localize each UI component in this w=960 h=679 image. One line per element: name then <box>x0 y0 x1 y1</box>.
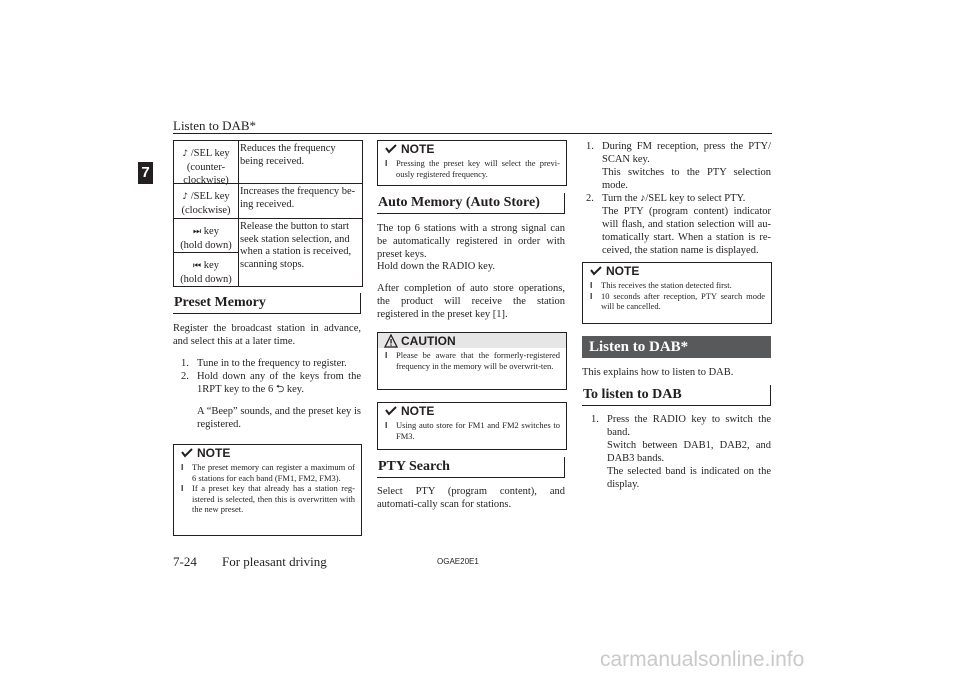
note-heading: NOTE <box>583 263 771 278</box>
section-title-dab: To listen to DAB <box>583 387 682 402</box>
section-rule <box>377 477 565 478</box>
section-rule <box>564 193 565 214</box>
auto-memory-p2: Hold down the RADIO key. <box>377 261 496 272</box>
note-icon <box>180 446 194 460</box>
list-item: l 10 seconds after reception, PTY search mode will be cancelled. <box>590 290 765 311</box>
key-table <box>173 140 363 287</box>
list-item: 1. Tune in to the frequency to register. <box>181 358 347 369</box>
header-title: Listen to DAB* <box>173 118 257 133</box>
section-rule <box>770 385 771 406</box>
list-item: l Using auto store for FM1 and FM2 switches to FM3. <box>385 420 560 441</box>
skip-back-icon: ⏮ <box>193 261 202 271</box>
section-title-pty: PTY Search <box>378 459 450 474</box>
page-number: 7-24 <box>173 554 197 569</box>
list-item: l If a preset key that already has a station reg-istered is selected, then this is overwritten with the new preset. <box>181 483 355 514</box>
auto-store-note-box <box>377 402 567 450</box>
skip-forward-icon: ⏭ <box>193 227 202 237</box>
table-key-cell: ⏮ key (hold down) <box>174 253 239 286</box>
section-title-preset: Preset Memory <box>174 295 266 310</box>
auto-memory-p3: After completion of auto store operations, the product will receive the station registered in the preset key [1]. <box>377 283 565 320</box>
section-title-auto-memory: Auto Memory (Auto Store) <box>378 195 540 210</box>
list-item: l Please be aware that the formerly-registered frequency in the memory will be overwrit-ten. <box>385 350 560 371</box>
note-icon <box>384 142 398 156</box>
list-item: 1. Press the RADIO key to switch the band. Switch between DAB1, DAB2, and DAB3 bands. The selected band is indicated on the display. <box>591 414 771 490</box>
table-desc-cell: Increases the frequency be-ing received. <box>240 186 356 210</box>
section-rule <box>582 405 771 406</box>
table-desc-cell: Reduces the frequency being received. <box>240 143 336 167</box>
preset-intro: Register the broadcast station in advance, and select this at a later time. <box>173 323 361 347</box>
dab-steps <box>591 413 771 491</box>
preset-steps <box>181 357 361 431</box>
note-heading: NOTE <box>378 403 566 418</box>
caution-heading: CAUTION <box>378 333 566 348</box>
watermark: carmanualsonline.info <box>600 648 805 671</box>
table-row <box>174 184 362 219</box>
note-heading: NOTE <box>174 445 361 460</box>
table-desc-merged: Release the button to start seek station selection, and when a station is received, scanning stops. <box>240 221 352 270</box>
note-icon <box>384 404 398 418</box>
table-key-cell: ♪ /SEL key (clockwise) <box>174 184 239 218</box>
dab-intro: This explains how to listen to DAB. <box>582 367 734 378</box>
section-rule <box>564 457 565 478</box>
note-icon <box>589 264 603 278</box>
list-item: l This receives the station detected first. <box>590 280 732 290</box>
dab-section-bar: Listen to DAB* <box>582 336 771 358</box>
section-rule <box>377 213 565 214</box>
list-item: 2. Hold down any of the keys from the 1RPT key to the 6 ⮌ key. A “Beep” sounds, and the preset key is registered. <box>181 371 361 430</box>
document-code: OGAE20E1 <box>437 557 479 566</box>
list-item: l Pressing the preset key will select the previ-ously registered frequency. <box>385 158 560 179</box>
table-key-cell: ⏭ key (hold down) <box>174 219 239 253</box>
section-rule <box>173 313 361 314</box>
list-item: l The preset memory can register a maximum of 6 stations for each band (FM1, FM2, FM3). <box>181 462 355 483</box>
chapter-tab: 7 <box>138 162 153 184</box>
preset-select-note-box <box>377 140 567 186</box>
preset-note-box <box>173 444 362 536</box>
pty-steps <box>586 140 771 257</box>
tune-knob-icon: ♪ <box>182 192 189 202</box>
table-key-cell: ♪ /SEL key (counter- clockwise) <box>174 141 239 183</box>
auto-memory-p1: The top 6 stations with a strong signal can be automatically registered in order with preset keys. <box>377 223 565 260</box>
list-item: 1. During FM reception, press the PTY/ SCAN key. This switches to the PTY selection mode. <box>586 141 771 191</box>
pty-intro: Select PTY (program content), and automati-cally scan for stations. <box>377 486 565 510</box>
table-row <box>174 141 362 184</box>
warning-triangle-icon <box>384 334 398 348</box>
list-item: 2. Turn the ♪/SEL key to select PTY. The PTY (program content) indicator will flash, and station selection will au-tomatically start. When a station is re-ceived, the station name is displayed. <box>586 193 771 256</box>
caution-box <box>377 332 567 390</box>
tune-knob-icon: ♪ <box>182 149 189 159</box>
pty-note-box <box>582 262 772 324</box>
note-heading: NOTE <box>378 141 566 156</box>
footer-section-title: For pleasant driving <box>222 554 327 569</box>
header-divider <box>173 133 772 134</box>
section-rule <box>360 293 361 314</box>
